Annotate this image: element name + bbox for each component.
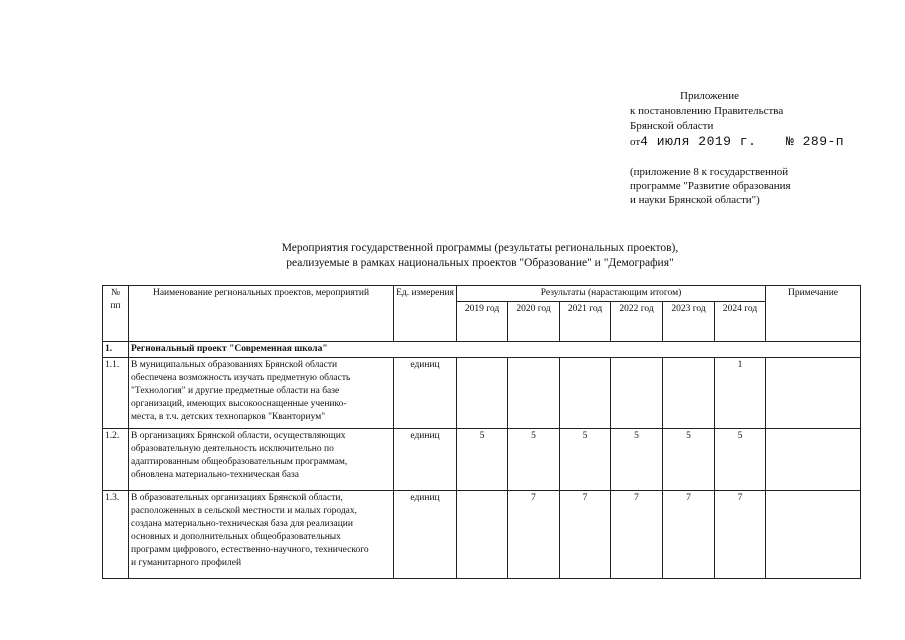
row-value: 7 xyxy=(560,491,611,579)
header-year: 2022 год xyxy=(611,302,663,342)
row-description: В муниципальных образованиях Брянской области обеспечена возможность изучать предметную область "Технология" и другие предметные области на базе организаций, имеющих высокооснащенные ученико- места, в т.ч. детских технопарков "Кванториум" xyxy=(129,358,394,429)
title-line-2: реализуемые в рамках национальных проектов "Образование" и "Демография" xyxy=(286,257,674,269)
row-value xyxy=(663,358,715,429)
row-value: 5 xyxy=(611,429,663,491)
annex-heading: Приложение xyxy=(680,90,740,102)
row-unit: единиц xyxy=(394,491,457,579)
row-value: 5 xyxy=(663,429,715,491)
row-description: В образовательных организациях Брянской области, расположенных в сельской местности и малых городах, создана материально-техническая база для реализации основных и дополнительных общеобразовательных программ цифрового, естественно-научного, технического и гуманитарного профилей xyxy=(129,491,394,579)
row-value: 1 xyxy=(715,358,766,429)
annex-note-line-1: (приложение 8 к государственной xyxy=(630,166,789,178)
table-row xyxy=(103,358,861,429)
row-value: 5 xyxy=(715,429,766,491)
header-note: Примечание xyxy=(766,286,861,342)
row-value xyxy=(508,358,560,429)
row-unit: единиц xyxy=(394,429,457,491)
row-value xyxy=(457,358,508,429)
annex-note-line-3: и науки Брянской области") xyxy=(630,194,760,206)
annex-number: № 289-п xyxy=(786,134,845,149)
annex-line-2: Брянской области xyxy=(630,120,714,132)
annex-note xyxy=(630,165,791,207)
section-title: Региональный проект "Современная школа" xyxy=(129,342,861,358)
annex-note-line-2: программе "Развитие образования xyxy=(630,180,791,192)
document-title xyxy=(180,241,780,271)
annex-date-prefix: от xyxy=(630,136,641,148)
annex-line-1: к постановлению Правительства xyxy=(630,105,784,117)
header-year: 2019 год xyxy=(457,302,508,342)
row-note xyxy=(766,358,861,429)
row-unit: единиц xyxy=(394,358,457,429)
row-value: 7 xyxy=(611,491,663,579)
row-description: В организациях Брянской области, осуществляющих образовательную деятельность исключительно по адаптированным общеобразовательным программам, обновлена материально-техническая база xyxy=(129,429,394,491)
row-num: 1.1. xyxy=(103,358,129,429)
header-unit: Ед. измерения xyxy=(394,286,457,342)
row-num: 1.3. xyxy=(103,491,129,579)
annex-date: 4 июля 2019 г. xyxy=(640,134,757,149)
row-value xyxy=(611,358,663,429)
row-value: 7 xyxy=(663,491,715,579)
title-line-1: Мероприятия государственной программы (результаты региональных проектов), xyxy=(281,242,679,254)
row-num: 1.2. xyxy=(103,429,129,491)
row-note xyxy=(766,429,861,491)
annex-date-line xyxy=(630,134,845,150)
header-year: 2024 год xyxy=(715,302,766,342)
row-value: 5 xyxy=(457,429,508,491)
header-results: Результаты (нарастающим итогом) xyxy=(457,286,766,302)
row-value xyxy=(560,358,611,429)
header-year: 2023 год xyxy=(663,302,715,342)
header-year: 2020 год xyxy=(508,302,560,342)
annex-block xyxy=(630,89,845,207)
header-name: Наименование региональных проектов, мероприятий xyxy=(129,286,394,342)
row-value: 7 xyxy=(508,491,560,579)
row-note xyxy=(766,491,861,579)
section-row xyxy=(103,342,861,358)
row-value: 7 xyxy=(715,491,766,579)
table-row xyxy=(103,491,861,579)
header-year: 2021 год xyxy=(560,302,611,342)
results-table xyxy=(102,285,861,579)
row-value xyxy=(457,491,508,579)
section-num: 1. xyxy=(103,342,129,358)
row-value: 5 xyxy=(508,429,560,491)
row-value: 5 xyxy=(560,429,611,491)
header-num: № пп xyxy=(103,286,129,342)
table-row xyxy=(103,429,861,491)
